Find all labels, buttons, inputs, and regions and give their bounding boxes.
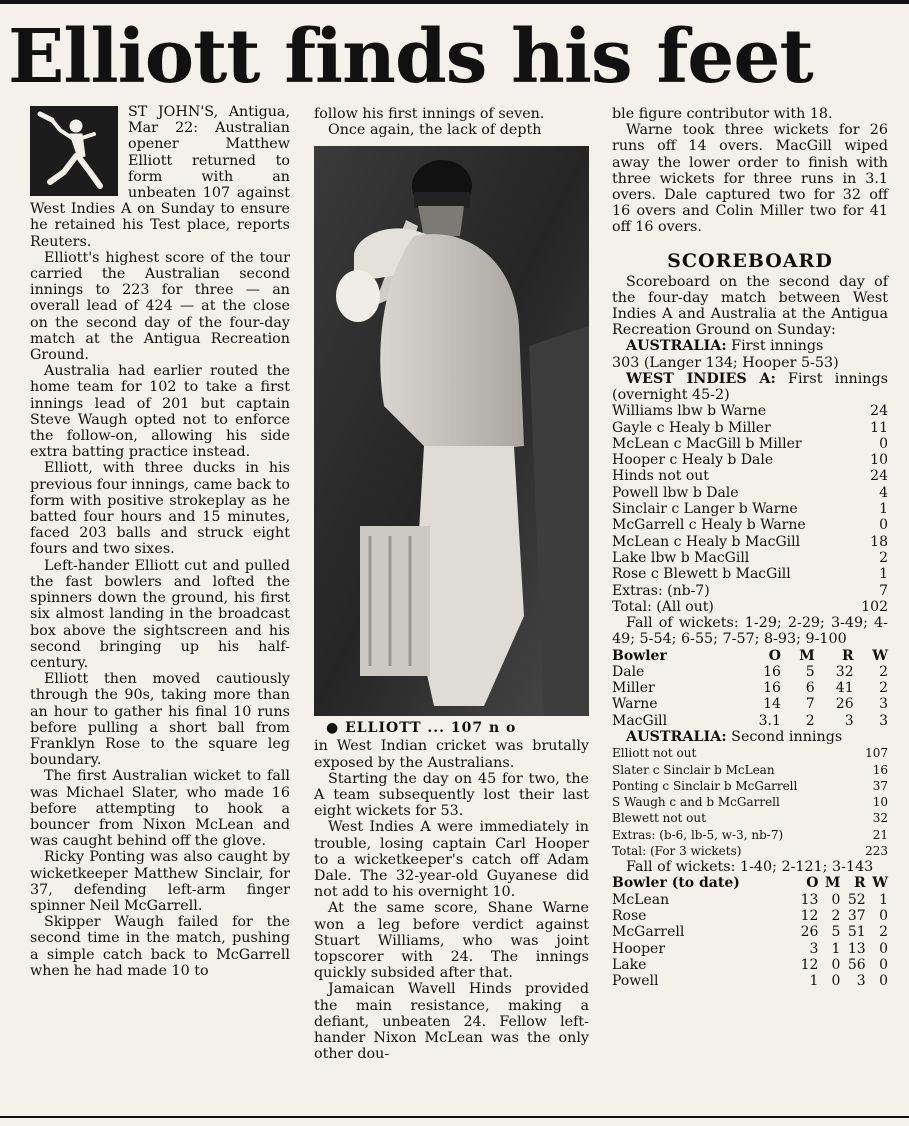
bowling-row [612,664,888,680]
scoreboard-title: SCOREBOARD [667,249,833,272]
bowling-row [612,713,888,729]
bowling-figure: 2 [831,908,841,925]
batsman-runs: 1 [879,501,888,518]
article-paragraph: Warne took three wickets for 26 runs off 14 overs. MacGill wiped away the lower order to finish with three wickets for three runs in 3.1 overs. Dale captured two for 32 off 16 overs and Colin Miller two for 41 off 16 overs. [612,122,888,236]
article-paragraph: in West Indian cricket was brutally exposed by the Australians. [314,738,589,771]
batsman-entry: Hooper c Healy b Dale [612,452,774,469]
article-column-1 [30,104,290,1114]
bowling-figure: 13 [847,940,866,957]
batsman-runs: 11 [870,419,888,436]
bowling-header: R [854,875,866,892]
article-paragraph: ble figure contributor with 18. [612,106,833,122]
bowling-row [612,957,888,973]
bowling-figure: 2 [879,663,888,680]
batsman-entry: Lake lbw b MacGill [612,549,750,566]
bowling-figure: 26 [835,696,854,713]
bowling-row [612,941,888,957]
headline: Elliott finds his feet [8,14,813,100]
batsman-entry: Hinds not out [612,468,709,485]
bowling-figure: 6 [805,680,815,697]
bowler-name: MacGill [612,712,668,729]
bowling-figure: 0 [879,973,888,990]
article-paragraph: follow his first innings of seven. [314,106,545,122]
article-column-3 [612,106,888,1111]
batsman-runs: 102 [861,598,888,615]
article-column-1-body [30,104,290,979]
bowling-header: W [872,875,888,892]
bowling-figure: 0 [831,956,841,973]
batsman-runs: 16 [872,762,888,777]
batting-row [612,762,888,778]
bowler-name: Warne [612,696,658,713]
bowling-header-row [612,875,888,891]
batting-row [612,599,888,615]
aus-first-innings-heading [612,338,888,354]
bowler-name: Rose [612,908,647,925]
bowling-row [612,973,888,989]
bowler-name: McLean [612,891,670,908]
batsman-entry: Total: (All out) [612,598,714,615]
batsman-entry: Elliott not out [612,746,697,761]
article-paragraph: ST JOHN'S, Antigua, Mar 22: Australian opener Matthew Elliott returned to form with an unbeaten 107 against West Indies A on Sunday to ensure he retained his Test place, reports Reuters. [30,104,290,250]
article-paragraph: West Indies A were immediately in trouble, losing captain Carl Hooper to a wicketkeeper's catch off Adam Dale. The 32-year-old Guyanese did not add to his overnight 10. [314,819,589,901]
batting-row [612,566,888,582]
batsman-runs: 7 [879,582,888,599]
bowler-name: McGarrell [612,924,685,941]
bowling-row [612,696,888,712]
bowling-figure: 3 [844,712,854,729]
article-paragraph: Elliott then moved cautiously through the 90s, taking more than an hour to gather his final 10 runs before pulling a short ball from Franklyn Rose to the square leg boundary. [30,671,290,769]
article-paragraph: The first Australian wicket to fall was Michael Slater, who made 16 before attempting to hook a bouncer from Nixon McLean and was caught behind off the glove. [30,768,290,850]
batsman-runs: 10 [872,795,888,810]
article-paragraph: Elliott's highest score of the tour carried the Australian second innings to 223 for three — an overall lead of 424 — at the close on the second day of the four-day match at the Antigua Recreation Ground. [30,249,290,364]
article-paragraph: At the same score, Shane Warne won a leg before verdict against Stuart Williams, who was joint topscorer with 24. The innings quickly subsided after that. [314,900,589,982]
batsman-runs: 18 [870,533,888,550]
bowling-figure: 0 [879,908,888,925]
article-paragraph: Jamaican Wavell Hinds provided the main resistance, making a defiant, unbeaten 24. Fellow left-hander Nixon McLean was the only other dou- [314,981,589,1063]
bowling-header-row [612,648,888,664]
batsman-entry: Powell lbw b Dale [612,484,739,501]
aus-batting-table [612,745,888,859]
bowling-figure: 1 [831,940,841,957]
bowling-header: W [872,647,888,664]
batting-row [612,436,888,452]
top-rule [0,0,909,4]
bowler-name: Lake [612,956,647,973]
batsman-entry: S Waugh c and b McGarrell [612,795,780,810]
bowling-figure: 5 [831,924,841,941]
cricket-batsman-icon [30,106,118,196]
aus-bowling-table [612,875,888,989]
bowling-figure: 16 [763,663,781,680]
batsman-entry: Slater c Sinclair b McLean [612,762,775,777]
bowling-figure: 1 [809,973,819,990]
batting-row [612,827,888,843]
batsman-runs: 1 [879,566,888,583]
bowling-row [612,892,888,908]
bowling-header: Bowler [612,647,667,664]
innings-label: Second innings [726,729,843,745]
batsman-runs: 4 [879,484,888,501]
bowling-figure: 52 [847,891,866,908]
innings-label: First innings (overnight 45-2) [612,370,888,404]
team-label: WEST INDIES A: [626,370,776,387]
article-paragraph: Ricky Ponting was also caught by wicketkeeper Matthew Sinclair, for 37, defending left-arm finger spinner Neil McGarrell. [30,849,290,914]
bowling-header: M [824,875,841,892]
batting-row [612,534,888,550]
bowling-header: Bowler (to date) [612,875,740,892]
bottom-rule [0,1116,909,1118]
aus-fall-of-wickets: Fall of wickets: 1-40; 2-121; 3-143 [626,859,874,876]
batting-row [612,843,888,859]
bowling-figure: 2 [805,712,815,729]
bowling-row [612,680,888,696]
bowling-figure: 3 [879,712,888,729]
wi-fall-of-wickets: Fall of wickets: 1-29; 2-29; 3-49; 4-49; 5-54; 6-55; 7-57; 8-93; 9-100 [612,615,888,648]
bowling-figure: 5 [805,663,815,680]
bowling-figure: 12 [800,908,819,925]
bowling-figure: 3 [856,973,866,990]
bowling-header: R [841,647,854,664]
bowling-figure: 7 [805,696,815,713]
batsman-entry: Williams lbw b Warne [612,403,767,420]
bowling-figure: 12 [800,956,819,973]
batsman-entry: Rose c Blewett b MacGill [612,566,791,583]
batsman-entry: Extras: (b-6, lb-5, w-3, nb-7) [612,827,784,842]
article-paragraph: Once again, the lack of depth [328,122,542,139]
bowling-figure: 14 [763,696,781,713]
article-paragraph: Left-hander Elliott cut and pulled the fast bowlers and lofted the spinners down the ground, his first six almost landing in the broadcast box above the sightscreen and his second bringing up his half-century. [30,557,290,671]
batting-row [612,403,888,419]
article-column-2-body [314,738,589,1062]
bowling-header: O [768,647,781,664]
innings-label: First innings [726,338,824,355]
bowling-row [612,908,888,924]
bowling-figure: 51 [847,924,866,941]
bowling-figure: 32 [835,663,854,680]
batting-row [612,501,888,517]
batsman-runs: 0 [879,435,888,452]
batting-row [612,517,888,533]
batsman-runs: 37 [872,778,888,793]
batsman-entry: McGarrell c Healy b Warne [612,517,806,534]
batsman-runs: 10 [870,452,888,469]
batsman-entry: Sinclair c Langer b Warne [612,501,798,518]
batting-row [612,794,888,810]
photo-caption-text: ELLIOTT ... 107 n o [345,720,517,737]
photo-elliott-batting [314,146,589,716]
bowling-figure: 2 [879,924,888,941]
bowler-name: Dale [612,663,645,680]
batsman-entry: McLean c Healy b MacGill [612,533,801,550]
batsman-runs: 2 [879,549,888,566]
bowling-header: O [806,875,819,892]
bowling-figure: 37 [847,908,866,925]
team-label: AUSTRALIA: [626,729,727,745]
batsman-entry: Blewett not out [612,811,706,826]
wi-batting-table [612,403,888,615]
batsman-entry: Ponting c Sinclair b McGarrell [612,778,798,793]
batsman-entry: Gayle c Healy b Miller [612,419,771,436]
bowling-figure: 0 [831,891,841,908]
aus-first-innings-detail: 303 (Langer 134; Hooper 5-53) [612,354,839,371]
wi-innings-heading [612,371,888,403]
team-label: AUSTRALIA: [626,338,727,355]
bowler-name: Miller [612,680,655,697]
bowling-figure: 13 [800,891,819,908]
batsman-runs: 32 [872,811,888,826]
bowling-figure: 41 [835,680,854,697]
batting-row [612,810,888,826]
batting-row [612,778,888,794]
bowling-figure: 2 [879,680,888,697]
bowling-figure: 0 [879,956,888,973]
bowling-figure: 16 [763,680,781,697]
bowling-figure: 26 [800,924,819,941]
batting-row [612,485,888,501]
article-paragraph: Elliott, with three ducks in his previous four innings, came back to form with positive strokeplay as he batted four hours and 15 minutes, faced 203 balls and struck eight fours and two sixes. [30,460,290,558]
batting-row [612,745,888,761]
article-paragraph: Skipper Waugh failed for the second time in the match, pushing a simple catch back to McGarrell when he had made 10 to [30,914,290,979]
batting-row [612,550,888,566]
bowling-row [612,924,888,940]
batsman-runs: 21 [872,827,888,842]
scoreboard-intro: Scoreboard on the second day of the four-day match between West Indies A and Australia at the Antigua Recreation Ground on Sunday: [612,273,888,339]
bowling-figure: 3 [879,696,888,713]
article-column-2 [314,106,589,1111]
article-paragraph: Starting the day on 45 for two, the A team subsequently lost their last eight wickets for 53. [314,770,589,820]
bowling-figure: 56 [847,956,866,973]
batting-row [612,468,888,484]
batsman-runs: 107 [865,746,888,761]
batsman-entry: Extras: (nb-7) [612,582,710,599]
batsman-entry: McLean c MacGill b Miller [612,435,802,452]
bowling-figure: 1 [879,891,888,908]
batting-row [612,452,888,468]
bowling-figure: 3.1 [758,712,781,729]
wi-bowling-table [612,648,888,729]
bowling-figure: 0 [831,973,841,990]
bowling-figure: 3 [809,940,819,957]
bowler-name: Powell [612,973,659,990]
bowler-name: Hooper [612,940,666,957]
batsman-runs: 0 [879,517,888,534]
batsman-runs: 24 [870,468,888,485]
aus-second-innings-heading [612,729,888,745]
batting-row [612,583,888,599]
article-paragraph: Australia had earlier routed the home team for 102 to take a first innings lead of 201 but captain Steve Waugh opted not to enforce the follow-on, allowing his side extra batting practice instead. [30,363,290,461]
batting-row [612,420,888,436]
batsman-entry: Total: (For 3 wickets) [612,843,742,858]
bowling-figure: 0 [879,940,888,957]
bowling-header: M [799,647,815,664]
photo-caption: ● ELLIOTT ... 107 n o [326,720,517,737]
batsman-runs: 24 [870,403,888,420]
batsman-runs: 223 [865,843,888,858]
